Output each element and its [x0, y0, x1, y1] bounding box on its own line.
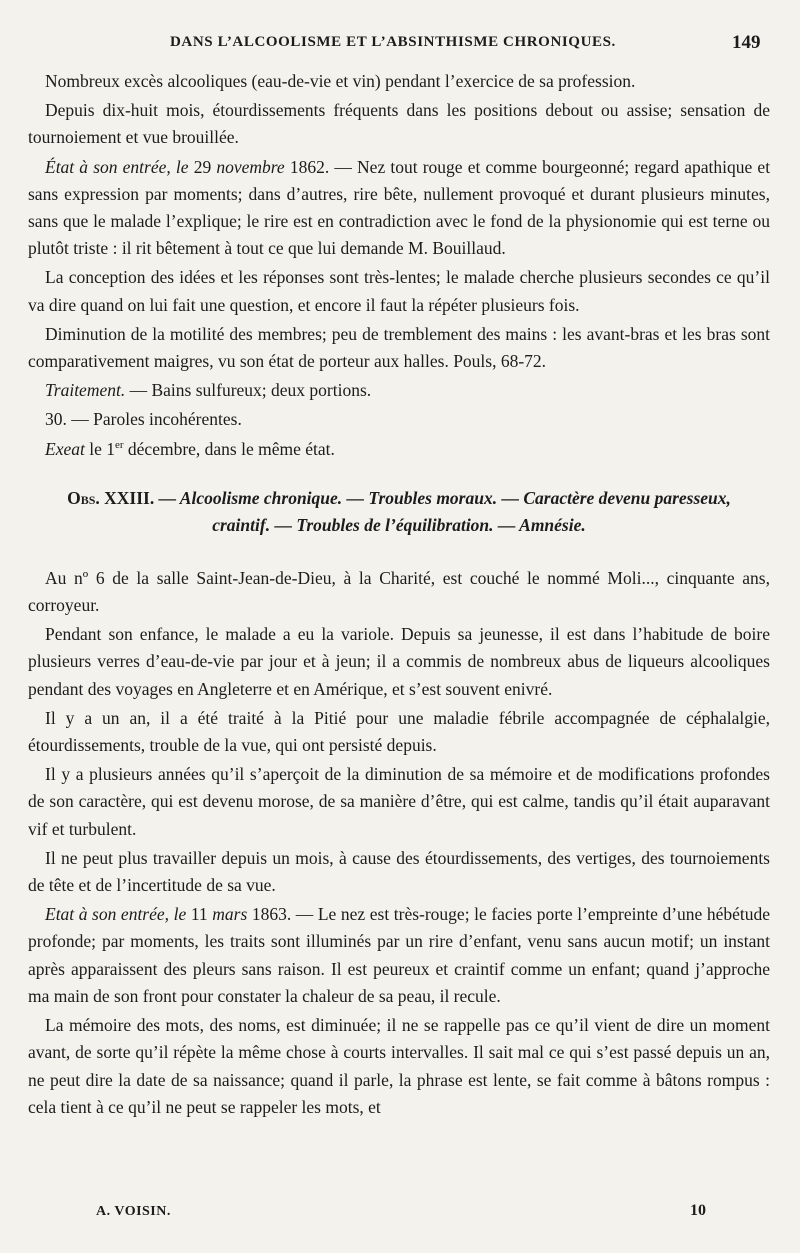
- paragraph: Il ne peut plus travailler depuis un mois, à cause des étourdissements, des vertiges, des tournoiements de tête et de l’incertitude de sa vue.: [28, 847, 770, 896]
- sheet-number: 10: [690, 1202, 706, 1219]
- etat-date-day: 29: [193, 156, 212, 177]
- etat-lead: Etat à son entrée, le: [45, 904, 187, 925]
- paragraph-traitement: [28, 377, 770, 404]
- etat-text: — Nez tout rouge et comme bourgeonné; regard apathique et sans expression par moments; dans d’autres, rire bête, nullement provoqué et durant plusieurs minutes, sans que le malade l’explique; le rire est en contradiction avec le fond de la physionomie qui est terne ou plutôt triste : il rit bêtement à tout ce que lui demande M. Bouillaud.: [28, 156, 771, 259]
- page-footer: [0, 1202, 800, 1226]
- observation-heading: [28, 485, 770, 539]
- paragraph: Pendant son enfance, le malade a eu la variole. Depuis sa jeunesse, il est dans l’habitude de boire plusieurs verres d’eau-de-vie par jour et à jeun; il a commis de nombreux abus de liqueurs alcooliques pendant des voyages en Angleterre et en Amérique, et s’est souvent enivré.: [28, 624, 770, 699]
- paragraph: Il y a plusieurs années qu’il s’aperçoit de la diminution de sa mémoire et de modifications profondes de son caractère, qui est devenu morose, de sa manière d’être, qui est calme, tandis qu’il était auparavant vif et turbulent.: [28, 764, 770, 839]
- body-text: [28, 68, 770, 1123]
- paragraph-etat-entree-1: [28, 154, 770, 263]
- etat-lead: État à son entrée, le: [45, 156, 189, 177]
- paragraph: Diminution de la motilité des membres; peu de tremblement des mains : les avant-bras et les bras sont comparativement maigres, vu son état de porteur aux halles. Pouls, 68-72.: [28, 323, 770, 372]
- paragraph-day-30: 30. — Paroles incohérentes.: [45, 409, 242, 430]
- running-title: DANS L’ALCOOLISME ET L’ABSINTHISME CHRONIQUES.: [170, 34, 616, 50]
- paragraph: Depuis dix-huit mois, étourdissements fréquents dans les positions debout ou assise; sensation de tournoiement et vue brouillée.: [28, 100, 770, 148]
- observation-title-line1: — Alcoolisme chronique. — Troubles moraux. — Caractère devenu paresseux,: [158, 487, 731, 508]
- traitement-text: — Bains sulfureux; deux portions.: [129, 380, 372, 401]
- paragraph: Au nº 6 de la salle Saint-Jean-de-Dieu, à la Charité, est couché le nommé Moli..., cinquante ans, corroyeur.: [28, 567, 770, 616]
- paragraph-exeat: [28, 436, 770, 463]
- page-number: 149: [732, 32, 761, 53]
- paragraph: La conception des idées et les réponses sont très-lentes; le malade cherche plusieurs secondes ce qu’il va dire quand on lui fait une question, et encore il faut la répéter plusieurs fois.: [28, 267, 770, 315]
- paragraph: Nombreux excès alcooliques (eau-de-vie et vin) pendant l’exercice de sa profession.: [45, 71, 636, 91]
- observation-number: Obs. XXIII.: [67, 487, 155, 508]
- paragraph-last: La mémoire des mots, des noms, est diminuée; il ne se rappelle pas ce qu’il vient de dire un moment avant, de sorte qu’il répète la même chose à courts intervalles. Il sait mal ce qui s’est passé depuis un an, ne peut dire la date de sa naissance; quand il parle, la phrase est lente, se fait comme à bâtons rompus : cela tient à ce qu’il ne peut se rappeler les mots, et: [28, 1015, 770, 1117]
- page-header: [0, 30, 800, 60]
- observation-title-line2: craintif. — Troubles de l’équilibration. — Amnésie.: [212, 514, 586, 535]
- exeat-pre: le 1: [89, 438, 115, 459]
- exeat-post: décembre, dans le même état.: [127, 438, 335, 459]
- traitement-label: Traitement.: [45, 380, 126, 401]
- exeat-label: Exeat: [45, 438, 85, 459]
- etat-date-year: 1862.: [289, 156, 330, 177]
- etat-text: — Le nez est très-rouge; le facies porte l’empreinte d’une hébétude profonde; par moments, les traits sont illuminés par un rire d’enfant, venu sans aucun motif; un instant après apparaissent des pleurs sans raison. Il est peureux et craintif comme un enfant; quand j’approche ma main de son front pour constater la chaleur de sa peau, il recule.: [28, 904, 771, 1006]
- etat-date-year: 1863.: [251, 904, 292, 925]
- etat-date-month: mars: [212, 904, 248, 925]
- signature-mark: A. VOISIN.: [96, 1204, 171, 1219]
- etat-date-day: 11: [190, 904, 208, 925]
- paragraph-etat-entree-2: [28, 901, 770, 1010]
- etat-date-month: novembre: [216, 156, 285, 177]
- exeat-sup: er: [114, 438, 124, 451]
- paragraph: Il y a un an, il a été traité à la Pitié pour une maladie fébrile accompagnée de céphalalgie, étourdissements, trouble de la vue, qui ont persisté depuis.: [28, 707, 770, 756]
